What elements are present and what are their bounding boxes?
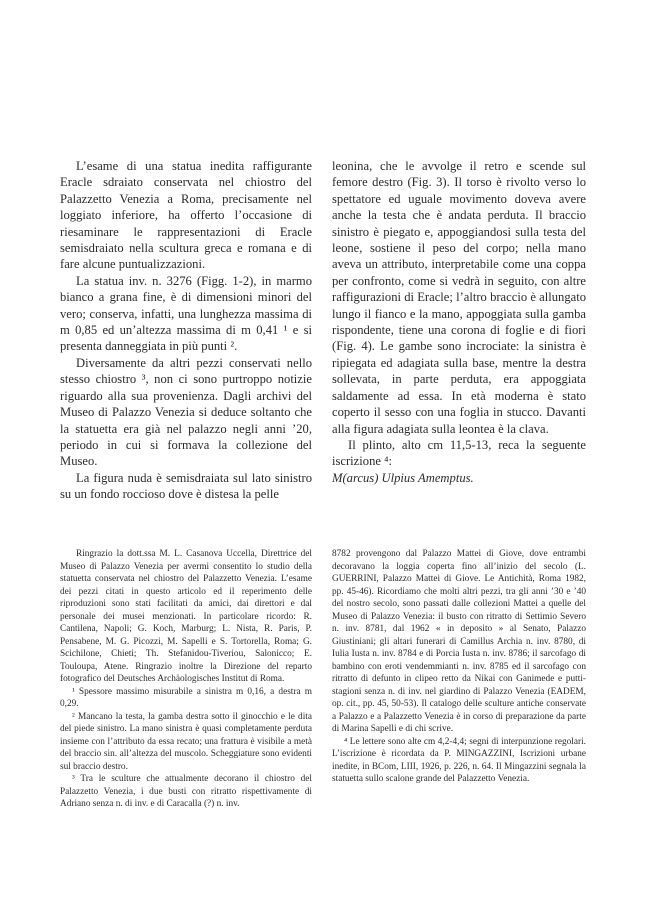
footnotes-left-column — [60, 548, 312, 811]
footnote-3: ³ Tra le sculture che attualmente decorano il chiostro del Palazzetto Venezia, i due busti con ritratto rispettivamente di Adriano senza n. di inv. e di Caracalla (?) n. inv. — [60, 774, 312, 809]
paragraph-provenance: Diversamente da altri pezzi conservati nello stesso chiostro ³, non ci sono purtroppo notizie riguardo alla sua provenienza. Dagli archivi del Museo di Palazzo Venezia si deduce soltanto che la statuetta era già nel palazzo negli anni ’20, periodo in cui si formava la collezione del Museo. — [60, 355, 312, 469]
footnote-1: ¹ Spessore massimo misurabile a sinistra m 0,16, a destra m 0,29. — [60, 686, 312, 709]
footnote-2: ² Mancano la testa, la gamba destra sotto il ginocchio e le dita del piede sinistro. La mano sinistra è quasi completamente perduta insieme con l’attributo da essa recato; una frattura è visibile a metà del braccio sin. all’altezza del muscolo. Scheggiature sono evidenti sul braccio destro. — [60, 711, 312, 772]
paragraph-figure-continued: leonina, che le avvolge il retro e scende sul femore destro (Fig. 3). Il torso è rivolto verso lo spettatore ed uguale movimento doveva avere anche la testa che è andata perduta. Il braccio sinistro è piegato e, appoggiandosi sulla testa del leone, sostiene il peso del corpo; nella mano aveva un attributo, interpretabile come una coppa per confronto, come si vedrà in seguito, con altre raffigurazioni di Eracle; l’altro braccio è allungato lungo il fianco e la mano, appoggiata sulla gamba rispondente, tiene una corona di foglie e di fiori (Fig. 4). Le gambe sono incrociate: la sinistra è ripiegata ed adagiata sulla base, mentre la destra sollevata, in parte perduta, era appoggiata saldamente ad essa. In età moderna è stato coperto il sesso con una foglia in stucco. Davanti alla figura adagiata sulla leontea è la clava. — [332, 159, 586, 436]
paragraph-plinth: Il plinto, alto cm 11,5-13, reca la seguente iscrizione ⁴: — [332, 437, 586, 469]
paragraph-statue-description: La statua inv. n. 3276 (Figg. 1-2), in marmo bianco a grana fine, è di dimensioni minori del vero; conserva, infatti, una lunghezza massima di m 0,85 ed un’altezza massima di m 0,41 ¹ e si presenta danneggiata in più punti ². — [60, 273, 312, 354]
inscription-text: M(arcus) Ulpius Amemptus. — [332, 470, 474, 485]
paragraph-intro: L’esame di una statua inedita raffigurante Eracle sdraiato conservata nel chiostro del Palazzetto Venezia a Roma, precisamente nel loggiato inferiore, ha offerto l’occasione di riesaminare le rappresentazioni di Eracle semisdraiato nella scultura greca e romana e di fare alcune puntualizzazioni. — [60, 159, 312, 272]
paragraph-figure: La figura nuda è semisdraiata sul lato sinistro su un fondo roccioso dove è distesa la pelle — [60, 470, 312, 502]
footnote-4: ⁴ Le lettere sono alte cm 4,2-4,4; segni di interpunzione regolari. L’iscrizione è ricordata da P. MINGAZZINI, Iscrizioni urbane inedite, in BCom, LIII, 1926, p. 226, n. 64. Il Mingazzini segnala la statuetta sullo scalone grande del Palazzetto Venezia. — [332, 736, 586, 784]
footnote-3-continued: 8782 provengono dal Palazzo Mattei di Giove, dove entrambi decoravano la loggia coperta fino all’inizio del secolo (L. GUERRINI, Palazzo Mattei di Giove. Le Antichità, Roma 1982, pp. 45-46). Ricordiamo che molti altri pezzi, tra gli anni ’30 e ’40 del nostro secolo, sono passati dalle collezioni Mattei a quelle del Museo di Palazzo Venezia: il busto con ritratto di Settimio Severo n. inv. 8781, dal 1962 « in deposito » al Senato, Palazzo Giustiniani; gli altari funerari di Camillus Archia n. inv. 8780, di Iulia Iusta n. inv. 8784 e di Porcia Iusta n. inv. 8786; il sarcofago di bambino con eroti vendemmianti n. inv. 8785 ed il sarcofago con ritratto di defunto in clipeo retto da Nikai con Ganimede e putti-stagioni senza n. di inv. nel giardino di Palazzo Venezia (EADEM, op. cit., pp. 45, 50-53). Il catalogo delle sculture antiche conservate a Palazzo e a Palazzetto Venezia è in corso di preparazione da parte di Marina Sapelli e di chi scrive. — [332, 549, 586, 734]
main-text-right-column — [332, 158, 586, 486]
acknowledgements-note: Ringrazio la dott.ssa M. L. Casanova Uccella, Direttrice del Museo di Palazzo Venezia per avermi consentito lo studio della statuetta conservata nel chiostro del Palazzetto Venezia. L’esame dei pezzi citati in questo articolo ed il reperimento delle riproduzioni sono stati facilitati da amici, dai direttori e dal personale dei musei menzionati. In particolare ricordo: R. Cantilena, Napoli; G. Koch, Marburg; L. Nista, R. Paris, P. Pensabene, M. G. Picozzi, M. Sapelli e S. Tortorella, Roma; G. Scichilone, Chieti; Th. Stefanidou-Tiveriou, Salonicco; E. Touloupa, Atene. Ringrazio inoltre la Direzione del reparto fotografico del Deutsches Archäologisches Institut di Roma. — [60, 549, 312, 684]
main-text-left-column — [60, 158, 312, 503]
footnotes-right-column — [332, 548, 586, 786]
